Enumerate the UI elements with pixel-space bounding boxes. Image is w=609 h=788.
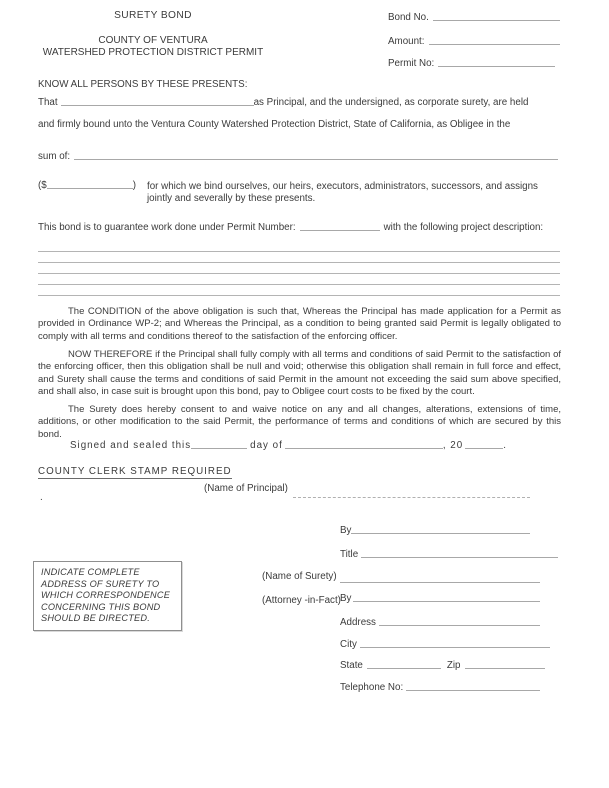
attorney-by-blank[interactable] bbox=[353, 600, 540, 602]
year-prefix-text: , 20 bbox=[442, 440, 464, 451]
title-row bbox=[340, 549, 558, 560]
guarantee-row bbox=[38, 222, 561, 233]
name-of-surety-label: (Name of Surety) bbox=[262, 571, 337, 582]
attorney-in-fact-label: (Attorney -in-Fact) bbox=[262, 595, 341, 606]
project-description-lines bbox=[38, 251, 560, 306]
org-name-line1: COUNTY OF VENTURA bbox=[98, 35, 208, 46]
know-all-heading: KNOW ALL PERSONS BY THESE PRESENTS: bbox=[38, 79, 248, 90]
title-label: Title bbox=[340, 549, 359, 560]
notice-line: WHICH CORRESPONDENCE bbox=[41, 590, 171, 600]
notice-line: INDICATE COMPLETE bbox=[41, 567, 140, 577]
city-blank[interactable] bbox=[360, 646, 550, 648]
project-description-line[interactable] bbox=[38, 262, 560, 263]
city-row bbox=[340, 639, 550, 650]
that-label: That bbox=[38, 97, 58, 108]
now-therefore-paragraph: NOW THEREFORE if the Principal shall fully comply with all terms and conditions of said Permit to the satisfaction of the enforcing officer, then this obligation shall be null and void; otherwise this obligation shall remain in full force and effect, and Surety shall cause the terms and conditions of said Permit in the amount not exceeding the said sum above specified, and shall also, in case suit is brought upon this bond, pay to Obligee court costs to be fixed by the court. bbox=[38, 349, 561, 398]
sum-blank[interactable] bbox=[74, 158, 558, 160]
header-title-block bbox=[28, 10, 278, 58]
by-blank[interactable] bbox=[351, 532, 530, 534]
amount-open-paren: ($ bbox=[38, 180, 47, 191]
bind-clause-line2: jointly and severally by these presents. bbox=[147, 193, 316, 204]
amount-close-paren: ) bbox=[132, 180, 136, 191]
telephone-blank[interactable] bbox=[406, 689, 540, 691]
amount-label: Amount: bbox=[388, 36, 425, 47]
clerk-stamp-heading: COUNTY CLERK STAMP REQUIRED bbox=[38, 466, 232, 477]
notice-line: CONCERNING THIS BOND bbox=[41, 601, 161, 612]
guarantee-lead-text: This bond is to guarantee work done under Permit Number: bbox=[38, 222, 296, 233]
permit-no-blank[interactable] bbox=[438, 65, 555, 67]
signed-lead-text: Signed and sealed this bbox=[70, 440, 192, 451]
by-row bbox=[340, 525, 530, 536]
by-label: By bbox=[340, 525, 352, 536]
guarantee-tail-text: with the following project description: bbox=[383, 222, 544, 233]
bind-clause-line1: for which we bind ourselves, our heirs, executors, administrators, successors, and assigns bbox=[147, 181, 538, 192]
amount-blank[interactable] bbox=[429, 43, 561, 45]
attorney-by-label: By bbox=[340, 593, 352, 604]
principal-name-blank[interactable] bbox=[61, 104, 254, 106]
name-of-principal-label: (Name of Principal) bbox=[204, 483, 288, 494]
clerk-stamp-heading-wrap bbox=[38, 466, 232, 479]
bond-no-label: Bond No. bbox=[388, 12, 429, 23]
principal-name-row bbox=[38, 97, 561, 108]
condition-paragraph: The CONDITION of the above obligation is such that, Whereas the Principal has made application for a Permit as provided in Ordinance WP-2; and Whereas the Principal, as a condition to being granted said Permit is legally obligated to comply with all terms and conditions thereof to the satisfaction of the enforcing officer. bbox=[38, 306, 561, 342]
name-of-principal-blank[interactable] bbox=[293, 484, 530, 498]
attorney-by-row bbox=[340, 593, 540, 604]
zip-blank[interactable] bbox=[465, 667, 545, 669]
amount-row bbox=[388, 36, 560, 47]
address-label: Address bbox=[340, 617, 376, 628]
city-label: City bbox=[340, 639, 357, 650]
org-name-line2: WATERSHED PROTECTION DISTRICT PERMIT bbox=[42, 47, 264, 58]
amount-figure-row bbox=[38, 180, 142, 191]
permit-no-row bbox=[388, 58, 555, 69]
state-blank[interactable] bbox=[367, 667, 441, 669]
address-blank[interactable] bbox=[379, 624, 540, 626]
bound-clause-text: and firmly bound unto the Ventura County Watershed Protection District, State of California, as Obligee in the bbox=[38, 119, 511, 130]
month-blank[interactable] bbox=[285, 447, 443, 449]
day-of-label: day of bbox=[250, 440, 283, 451]
bond-no-row bbox=[388, 12, 560, 23]
project-description-line[interactable] bbox=[38, 295, 560, 296]
state-zip-row bbox=[340, 660, 545, 671]
document-title: SURETY BOND bbox=[114, 10, 192, 21]
permit-number-blank[interactable] bbox=[300, 229, 380, 231]
zip-label: Zip bbox=[446, 660, 461, 671]
address-row bbox=[340, 617, 540, 628]
title-blank[interactable] bbox=[361, 556, 558, 558]
notice-line: ADDRESS OF SURETY TO bbox=[41, 578, 160, 589]
day-blank[interactable] bbox=[191, 447, 247, 449]
permit-no-label: Permit No: bbox=[388, 58, 435, 69]
amount-figure-blank[interactable] bbox=[47, 187, 133, 189]
notice-line: SHOULD BE DIRECTED. bbox=[41, 613, 150, 623]
signed-end-period: . bbox=[503, 440, 507, 451]
waiver-paragraph: The Surety does hereby consent to and waive notice on any and all changes, alterations, extensions of time, additions, or other modification to the said Permit, the performance of terms and conditions of which are secured by this bond. bbox=[38, 404, 561, 440]
project-description-line[interactable] bbox=[38, 251, 560, 252]
surety-address-notice-box bbox=[33, 561, 182, 631]
telephone-row bbox=[340, 682, 540, 693]
telephone-label: Telephone No: bbox=[340, 682, 404, 693]
sum-row bbox=[38, 151, 558, 162]
project-description-line[interactable] bbox=[38, 273, 560, 274]
stray-period-mark: . bbox=[40, 492, 43, 503]
project-description-line[interactable] bbox=[38, 284, 560, 285]
principal-clause-text: as Principal, and the undersigned, as corporate surety, are held bbox=[253, 97, 529, 108]
signed-sealed-row bbox=[70, 440, 507, 451]
state-label: State bbox=[340, 660, 363, 671]
name-of-surety-blank[interactable] bbox=[340, 570, 540, 583]
bond-no-blank[interactable] bbox=[433, 19, 560, 21]
sum-of-label: sum of: bbox=[38, 151, 71, 162]
year-blank[interactable] bbox=[465, 447, 503, 449]
